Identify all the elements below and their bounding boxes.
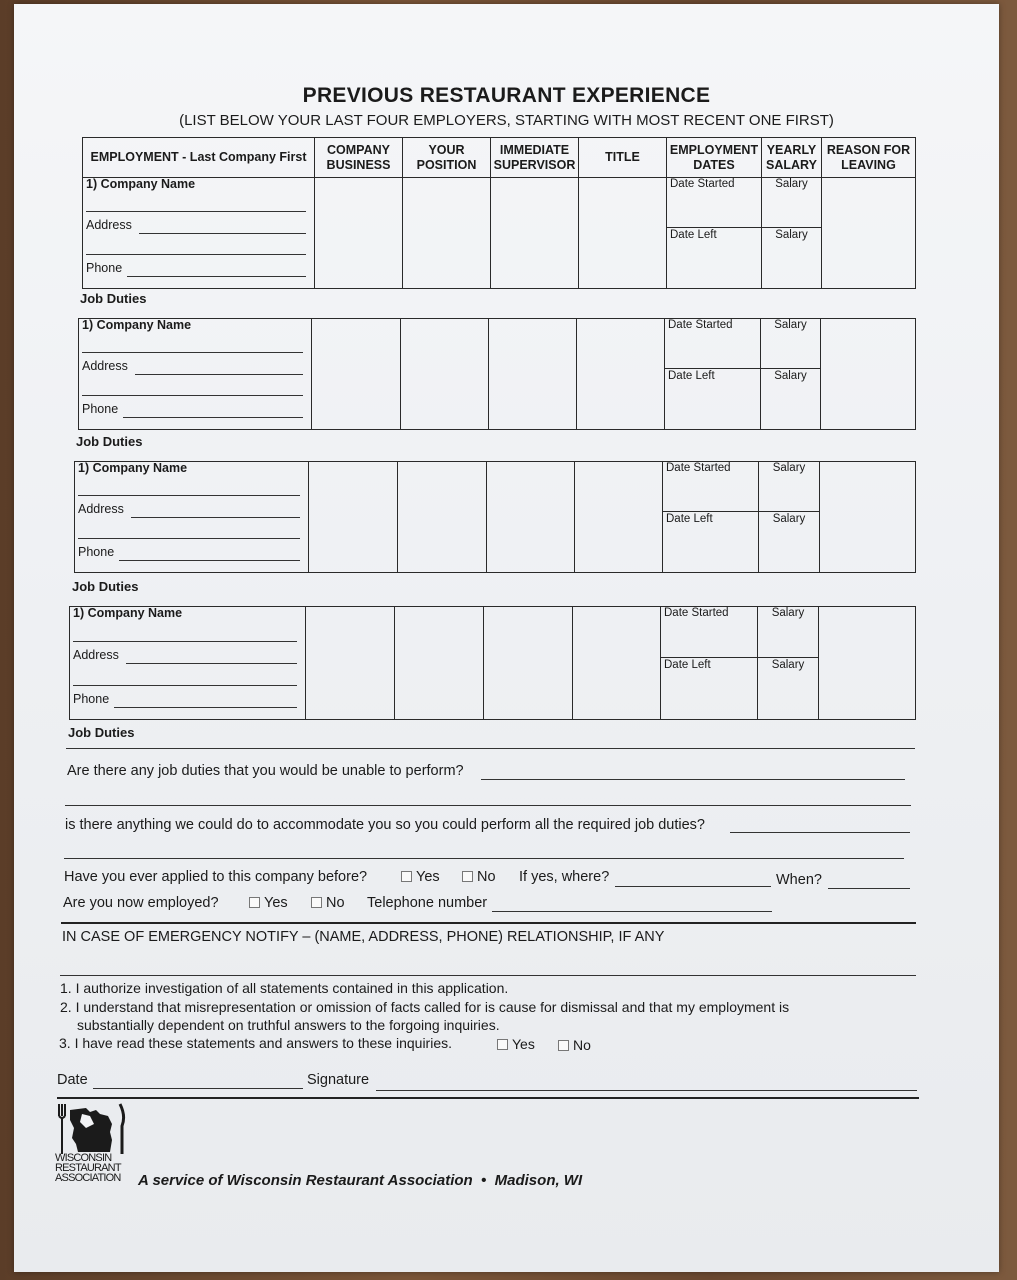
job-duties-label-1: Job Duties	[80, 291, 147, 306]
job-duties-label-2: Job Duties	[76, 434, 143, 449]
if-yes-where-label: If yes, where?	[519, 869, 610, 885]
statement-2: 2. I understand that misrepresentation or omission of facts called for is cause for dismissal and that my employment is	[60, 999, 790, 1015]
applied-yes-option[interactable]: Yes	[401, 869, 440, 885]
company-name-label: 1) Company Name	[78, 461, 188, 475]
question-now-employed: Are you now employed?	[63, 895, 219, 911]
title-cell[interactable]	[575, 462, 663, 573]
checkbox-icon[interactable]	[558, 1040, 569, 1051]
section-divider	[61, 922, 916, 924]
statement-yes-option[interactable]: Yes	[497, 1035, 535, 1053]
salary-left-label: Salary	[771, 659, 805, 671]
application-page	[14, 4, 999, 1272]
phone-line[interactable]	[123, 417, 303, 418]
wisconsin-restaurant-logo-icon	[56, 1102, 128, 1156]
checkbox-icon[interactable]	[497, 1039, 508, 1050]
signature-label: Signature	[307, 1072, 370, 1088]
address-label: Address	[86, 218, 132, 232]
address-line-2[interactable]	[78, 538, 300, 539]
employer-table-1	[82, 137, 916, 289]
header-employment: EMPLOYMENT - Last Company First	[83, 138, 315, 178]
telephone-number-label: Telephone number	[367, 895, 488, 911]
supervisor-cell[interactable]	[484, 607, 573, 720]
phone-label: Phone	[86, 261, 123, 275]
address-line-2[interactable]	[73, 685, 297, 686]
statement-no-option[interactable]: No	[558, 1036, 591, 1054]
header-company-business: COMPANY BUSINESS	[315, 138, 403, 178]
salary-cell[interactable]	[758, 607, 819, 720]
salary-started-label: Salary	[775, 178, 808, 190]
address-label: Address	[78, 502, 124, 516]
dates-cell[interactable]	[661, 607, 758, 720]
title-cell[interactable]	[573, 607, 661, 720]
company-business-cell[interactable]	[309, 462, 398, 573]
salary-left-label: Salary	[772, 513, 806, 525]
job-duties-label-3: Job Duties	[72, 579, 139, 594]
your-position-cell[interactable]	[401, 319, 489, 430]
logo-wordmark: WISCONSIN RESTAURANT ASSOCIATION	[55, 1152, 121, 1184]
unable-answer-line[interactable]	[481, 779, 905, 780]
question-applied-before: Have you ever applied to this company before?	[64, 869, 368, 885]
date-left-label: Date Left	[664, 659, 711, 671]
date-label: Date	[57, 1072, 88, 1088]
date-started-label: Date Started	[664, 607, 729, 619]
phone-label: Phone	[73, 692, 110, 706]
address-label: Address	[73, 648, 119, 662]
salary-cell[interactable]	[759, 462, 820, 573]
signature-line[interactable]	[376, 1090, 917, 1091]
applied-no-option[interactable]: No	[462, 869, 496, 885]
when-label: When?	[776, 872, 822, 888]
phone-label: Phone	[82, 402, 119, 416]
address-line[interactable]	[135, 374, 303, 375]
phone-line[interactable]	[119, 560, 300, 561]
employer-table-3	[74, 461, 916, 573]
employed-yes-option[interactable]: Yes	[249, 895, 288, 911]
address-line[interactable]	[126, 663, 297, 664]
date-left-label: Date Left	[668, 370, 715, 382]
footer-divider	[57, 1097, 919, 1099]
question-unable-to-perform: Are there any job duties that you would be unable to perform?	[67, 763, 464, 779]
employer-table-2	[78, 318, 916, 430]
address-line[interactable]	[131, 517, 300, 518]
salary-started-label: Salary	[774, 319, 807, 331]
company-business-cell[interactable]	[312, 319, 401, 430]
company-cell[interactable]	[83, 178, 315, 289]
salary-cell[interactable]	[761, 319, 821, 430]
phone-line[interactable]	[127, 276, 306, 277]
date-started-label: Date Started	[670, 178, 735, 190]
salary-left-label: Salary	[774, 370, 807, 382]
page-subtitle: (LIST BELOW YOUR LAST FOUR EMPLOYERS, STARTING WITH MOST RECENT ONE FIRST)	[179, 112, 834, 129]
question-accommodate: is there anything we could do to accommodate you so you could perform all the required job duties?	[65, 817, 705, 833]
date-started-label: Date Started	[668, 319, 733, 331]
dates-cell[interactable]	[667, 178, 762, 289]
company-name-line[interactable]	[86, 211, 306, 212]
address-line[interactable]	[139, 233, 306, 234]
company-cell[interactable]	[70, 607, 306, 720]
company-name-line[interactable]	[73, 641, 297, 642]
job-duties-line[interactable]	[66, 748, 915, 749]
checkbox-icon[interactable]	[249, 897, 260, 908]
employed-no-option[interactable]: No	[311, 895, 345, 911]
company-cell[interactable]	[79, 319, 312, 430]
phone-line[interactable]	[114, 707, 297, 708]
title-cell[interactable]	[577, 319, 665, 430]
company-name-label: 1) Company Name	[86, 177, 196, 191]
header-reason-for-leaving: REASON FOR LEAVING	[822, 138, 916, 178]
reason-cell[interactable]	[820, 462, 916, 573]
emergency-answer-line[interactable]	[60, 975, 916, 976]
salary-cell[interactable]	[762, 178, 822, 289]
your-position-cell[interactable]	[398, 462, 487, 573]
company-business-cell[interactable]	[315, 178, 403, 289]
accommodate-answer-line-2[interactable]	[64, 858, 904, 859]
date-line[interactable]	[93, 1088, 303, 1089]
your-position-cell[interactable]	[395, 607, 484, 720]
title-cell[interactable]	[579, 178, 667, 289]
checkbox-icon[interactable]	[401, 871, 412, 882]
date-left-label: Date Left	[666, 513, 713, 525]
salary-started-label: Salary	[772, 462, 806, 474]
dates-cell[interactable]	[665, 319, 761, 430]
statement-3: 3. I have read these statements and answers to these inquiries.	[59, 1035, 453, 1051]
checkbox-icon[interactable]	[462, 871, 473, 882]
company-name-line[interactable]	[78, 495, 300, 496]
your-position-cell[interactable]	[403, 178, 491, 289]
unable-answer-line-2[interactable]	[65, 805, 911, 806]
address-line-2[interactable]	[82, 395, 303, 396]
header-immediate-supervisor: IMMEDIATE SUPERVISOR	[491, 138, 579, 178]
company-name-label: 1) Company Name	[82, 318, 192, 332]
header-title: TITLE	[579, 138, 667, 178]
telephone-answer-line[interactable]	[492, 911, 772, 912]
header-yearly-salary: YEARLY SALARY	[762, 138, 822, 178]
address-label: Address	[82, 359, 128, 373]
company-business-cell[interactable]	[306, 607, 395, 720]
company-cell[interactable]	[75, 462, 309, 573]
dates-cell[interactable]	[663, 462, 759, 573]
salary-left-label: Salary	[775, 229, 808, 241]
phone-label: Phone	[78, 545, 115, 559]
reason-cell[interactable]	[821, 319, 916, 430]
supervisor-cell[interactable]	[489, 319, 577, 430]
when-answer-line[interactable]	[828, 888, 910, 889]
statement-2-continued: substantially dependent on truthful answers to the forgoing inquiries.	[77, 1017, 500, 1033]
reason-cell[interactable]	[819, 607, 916, 720]
supervisor-cell[interactable]	[487, 462, 575, 573]
where-answer-line[interactable]	[615, 886, 771, 887]
date-started-label: Date Started	[666, 462, 731, 474]
emergency-notify-label: IN CASE OF EMERGENCY NOTIFY – (NAME, ADDRESS, PHONE) RELATIONSHIP, IF ANY	[62, 929, 665, 945]
date-left-label: Date Left	[670, 229, 717, 241]
company-name-label: 1) Company Name	[73, 606, 183, 620]
header-your-position: YOUR POSITION	[403, 138, 491, 178]
checkbox-icon[interactable]	[311, 897, 322, 908]
header-employment-dates: EMPLOYMENT DATES	[667, 138, 762, 178]
accommodate-answer-line[interactable]	[730, 832, 910, 833]
reason-cell[interactable]	[822, 178, 916, 289]
address-line-2[interactable]	[86, 254, 306, 255]
statement-1: 1. I authorize investigation of all statements contained in this application.	[60, 980, 509, 996]
salary-started-label: Salary	[771, 607, 805, 619]
employer-table-4	[69, 606, 916, 720]
supervisor-cell[interactable]	[491, 178, 579, 289]
page-title: PREVIOUS RESTAURANT EXPERIENCE	[302, 84, 711, 107]
footer-service-text: A service of Wisconsin Restaurant Association • Madison, WI	[138, 1172, 583, 1189]
company-name-line[interactable]	[82, 352, 303, 353]
job-duties-label-4: Job Duties	[68, 725, 135, 740]
